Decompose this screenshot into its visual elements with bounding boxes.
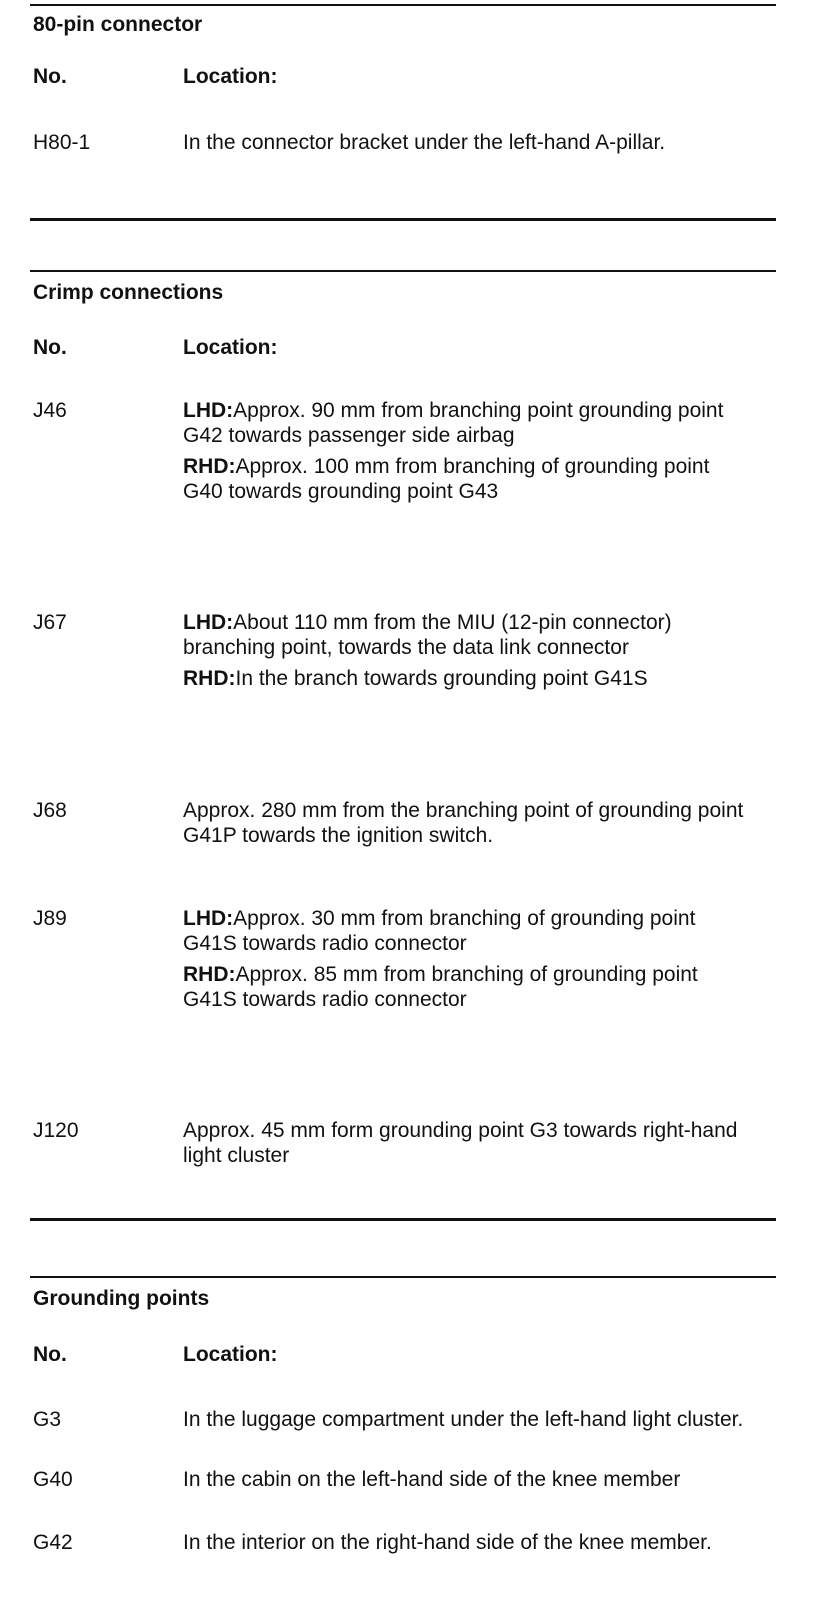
- crimp-number: J120: [33, 1119, 79, 1142]
- grounding-number: G42: [33, 1531, 73, 1554]
- grounding-location: In the cabin on the left-hand side of the knee member: [183, 1468, 681, 1491]
- section-title: 80-pin connector: [33, 13, 203, 36]
- section-crimp-connections: [30, 268, 776, 1228]
- grounding-number: G40: [33, 1468, 73, 1491]
- crimp-number: J67: [33, 611, 67, 634]
- column-header-location: Location:: [183, 1343, 278, 1366]
- rhd-text: In the branch towards grounding point G41S: [235, 667, 648, 690]
- connector-location: In the connector bracket under the left-hand A-pillar.: [183, 131, 666, 154]
- lhd-label: LHD:: [183, 399, 234, 422]
- crimp-number: J46: [33, 399, 67, 422]
- section-title: Crimp connections: [33, 281, 224, 304]
- connector-number: H80-1: [33, 131, 91, 154]
- section-bottom-rule: [30, 1218, 776, 1221]
- lhd-text: Approx. 90 mm from branching point grounding point G42 towards passenger side airbag: [183, 399, 724, 447]
- rhd-label: RHD:: [183, 667, 236, 690]
- column-header-location: Location:: [183, 336, 278, 359]
- lhd-text: Approx. 30 mm from branching of grounding point G41S towards radio connector: [183, 907, 696, 955]
- lhd-label: LHD:: [183, 611, 234, 634]
- rhd-label: RHD:: [183, 963, 236, 986]
- column-header-no: No.: [33, 65, 67, 88]
- section-top-rule: [30, 1276, 776, 1278]
- section-title: Grounding points: [33, 1287, 210, 1310]
- section-grounding-points: [30, 1276, 776, 1614]
- lhd-location: [183, 398, 753, 448]
- column-header-no: No.: [33, 1343, 67, 1366]
- crimp-location: [183, 906, 753, 1012]
- section-top-rule: [30, 270, 776, 272]
- rhd-location: [183, 454, 753, 504]
- lhd-location: [183, 610, 753, 660]
- lhd-location: [183, 906, 753, 956]
- rhd-location: [183, 666, 753, 691]
- column-header-location: Location:: [183, 65, 278, 88]
- crimp-number: J68: [33, 799, 67, 822]
- rhd-text: Approx. 100 mm from branching of grounding point G40 towards grounding point G43: [183, 455, 710, 503]
- section-80-pin-connector: [30, 0, 776, 225]
- crimp-location: Approx. 280 mm from the branching point of grounding point G41P towards the ignition switch.: [183, 799, 744, 847]
- rhd-location: [183, 962, 753, 1012]
- grounding-location: In the interior on the right-hand side of the knee member.: [183, 1531, 712, 1554]
- section-bottom-rule: [30, 218, 776, 221]
- grounding-number: G3: [33, 1408, 62, 1431]
- lhd-text: About 110 mm from the MIU (12-pin connector) branching point, towards the data link connector: [183, 611, 672, 659]
- rhd-label: RHD:: [183, 455, 236, 478]
- crimp-location: Approx. 45 mm form grounding point G3 towards right-hand light cluster: [183, 1119, 738, 1167]
- lhd-label: LHD:: [183, 907, 234, 930]
- crimp-location: [183, 610, 753, 691]
- rhd-text: Approx. 85 mm from branching of grounding point G41S towards radio connector: [183, 963, 698, 1011]
- column-header-no: No.: [33, 336, 67, 359]
- grounding-location: In the luggage compartment under the left-hand light cluster.: [183, 1408, 744, 1431]
- section-top-rule: [30, 4, 776, 6]
- crimp-number: J89: [33, 907, 67, 930]
- crimp-location: [183, 398, 753, 504]
